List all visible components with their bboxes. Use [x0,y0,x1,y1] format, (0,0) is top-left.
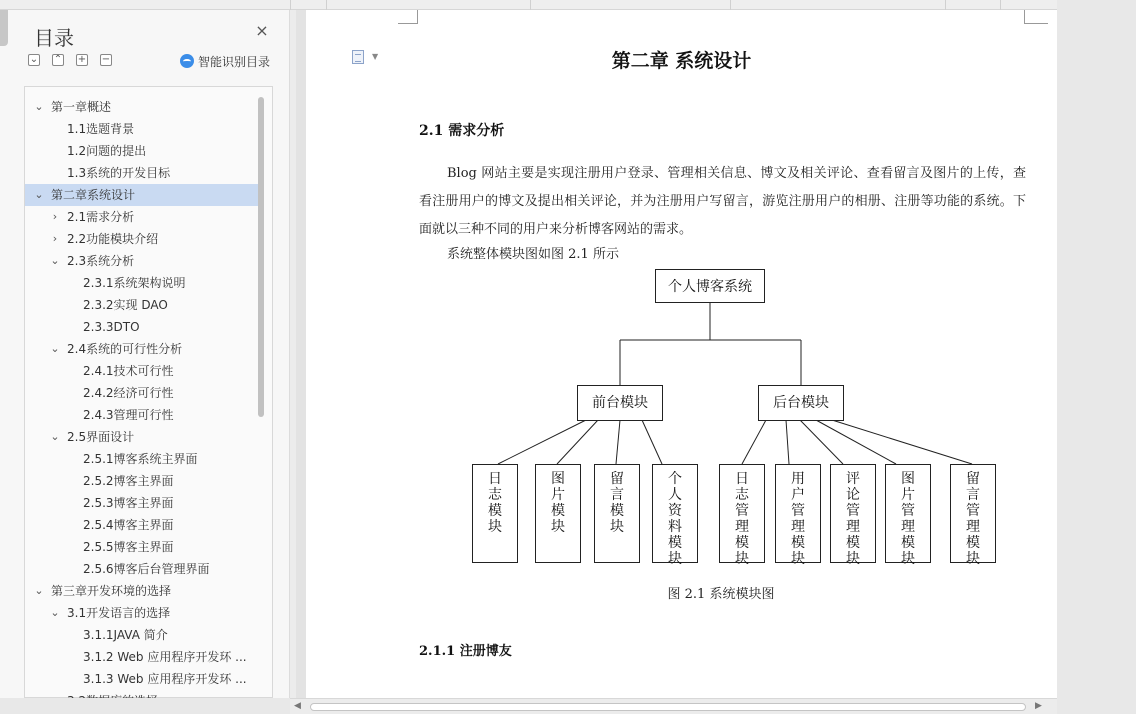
toc-item[interactable] [25,316,258,338]
root-node: 个人博客系统 [655,269,765,303]
chapter-title: 第二章 系统设计 [611,50,752,72]
expand-up-icon[interactable]: ⌃ [53,54,63,65]
toc-item-label: 第三章开发环境的选择 [51,584,172,598]
toc-item-label: 2.4.3管理可行性 [83,408,174,422]
toc-item-label: 2.3.3DTO [83,320,140,334]
toc-item[interactable] [25,448,258,470]
toc-item[interactable] [25,338,258,360]
toc-item-label: 2.3.1系统架构说明 [83,276,186,290]
toc-item[interactable] [25,162,258,184]
toc-item-label: 2.5.6博客后台管理界面 [83,562,210,576]
chevron-right-icon[interactable]: › [52,210,58,223]
toc-item[interactable] [25,96,258,118]
toc-title: 目录 [34,26,74,50]
toc-item[interactable] [25,624,258,646]
toc-item-label: 2.5.1博客系统主界面 [83,452,198,466]
toc-item-label: 1.3系统的开发目标 [67,166,171,180]
back-module-node: 后台模块 [758,385,844,421]
toc-item[interactable] [25,492,258,514]
close-icon[interactable]: × [255,21,269,40]
toc-item[interactable] [25,470,258,492]
back_children-label: 留言管理模块 [966,471,980,567]
figure-caption: 图 2.1 系统模块图 [667,587,775,602]
toc-item[interactable] [25,646,258,668]
toc-item[interactable] [25,228,258,250]
toc-item[interactable] [25,426,258,448]
back_children-label: 用户管理模块 [791,471,805,567]
chevron-down-icon[interactable]: ⌄ [34,100,44,113]
ruler-strip [0,0,1057,10]
toc-item-label: 3.1.2 Web 应用程序开发环 ... [83,650,247,664]
front_children-label: 个人资料模块 [668,471,682,567]
toc-item-label: 2.1需求分析 [67,210,135,224]
toc-item[interactable] [25,206,258,228]
toc-item-label: 2.5界面设计 [67,430,135,444]
front_children-label: 图片模块 [551,471,565,535]
document-page [306,10,1057,698]
chevron-down-icon[interactable]: ⌄ [34,188,44,201]
toc-item-label: 1.1选题背景 [67,122,135,136]
toc-item[interactable] [25,140,258,162]
front_children-label: 留言模块 [610,471,624,535]
back_children-node [885,464,931,567]
toc-item-label: 3.1.1JAVA 简介 [83,628,168,642]
toc-item-label: 3.1.3 Web 应用程序开发环 ... [83,672,247,686]
section-title: 2.1 需求分析 [419,123,505,139]
panel-grip[interactable] [0,10,8,46]
toc-item-label: 2.3系统分析 [67,254,135,268]
smart-toc-label: 智能识别目录 [198,55,271,69]
toc-item[interactable] [25,118,258,140]
figure-intro: 系统整体模块图如图 2.1 所示 [447,247,619,262]
front_children-label: 日志模块 [488,471,502,535]
smart-toc-button[interactable] [180,53,270,69]
body-paragraph: Blog 网站主要是实现注册用户登录、管理相关信息、博文及相关评论、查看留言及图片的上传，查看注册用户的博文及提出相关评论，并为注册用户写留言，游览注册用户的相册、注册等功能的系统。下面就以三种不同的用户来分析博客网站的需求。 [419,166,1026,237]
toc-item[interactable] [25,272,258,294]
toc-item[interactable] [25,558,258,580]
chevron-right-icon[interactable]: › [52,232,58,245]
back_children-node [775,464,821,567]
toc-item[interactable] [25,514,258,536]
toc-item-label: 第二章系统设计 [51,188,136,202]
front_children-node [652,464,698,567]
toc-item-label: 2.5.4博客主界面 [83,518,174,532]
toc-scrollbar[interactable] [258,97,264,417]
scroll-right-icon[interactable]: ▶ [1035,701,1042,711]
toc-item-label: 2.4系统的可行性分析 [67,342,183,356]
front_children-node [594,464,640,563]
toc-item-label: 3.1开发语言的选择 [67,606,171,620]
toc-item[interactable] [25,668,258,690]
chevron-down-icon[interactable]: ▼ [372,52,379,61]
toc-item[interactable] [25,602,258,624]
remove-heading-icon[interactable]: − [101,54,111,65]
front_children-node [535,464,581,563]
scroll-thumb[interactable] [310,703,1026,711]
chevron-down-icon[interactable]: ⌄ [50,430,60,443]
back_children-node [950,464,996,567]
back_children-node [830,464,876,567]
toc-item-label: 2.4.2经济可行性 [83,386,174,400]
toc-item-label: 2.5.3博客主界面 [83,496,174,510]
toc-item[interactable] [25,360,258,382]
toc-item[interactable] [25,536,258,558]
toc-item-label: 1.2问题的提出 [67,144,147,158]
subsection-title: 2.1.1 注册博友 [419,644,512,659]
toc-item-label: 第一章概述 [51,100,112,114]
panel-splitter[interactable] [290,10,306,698]
horizontal-scrollbar[interactable] [290,698,1057,714]
back_children-label: 评论管理模块 [846,471,860,567]
toc-item[interactable] [25,250,258,272]
scroll-left-icon[interactable]: ◀ [294,701,301,711]
toc-item-label: 2.2功能模块介绍 [67,232,159,246]
toc-item-label: 2.4.1技术可行性 [83,364,174,378]
toc-item[interactable] [25,294,258,316]
toc-tree [24,86,273,698]
toc-item-label: 2.5.2博客主界面 [83,474,174,488]
toc-item[interactable] [25,382,258,404]
collapse-all-icon[interactable]: ⌄ [29,54,39,65]
toc-item-label: 2.3.2实现 DAO [83,298,168,312]
chevron-down-icon[interactable]: ⌄ [50,606,60,619]
back_children-node [719,464,765,567]
front_children-node [472,464,518,563]
front-module-node: 前台模块 [577,385,663,421]
toc-item[interactable] [25,580,258,602]
back_children-label: 日志管理模块 [735,471,749,567]
smart-recognize-icon [180,54,194,68]
chevron-down-icon[interactable]: ⌄ [34,584,44,597]
toc-item-label: 2.5.5博客主界面 [83,540,174,554]
toc-panel [0,10,290,698]
back_children-label: 图片管理模块 [901,471,915,567]
chevron-down-icon[interactable]: ⌄ [50,342,60,355]
toc-item[interactable] [25,404,258,426]
chevron-down-icon[interactable]: ⌄ [50,254,60,267]
add-heading-icon[interactable]: + [77,54,87,65]
toc-item[interactable] [25,184,258,206]
